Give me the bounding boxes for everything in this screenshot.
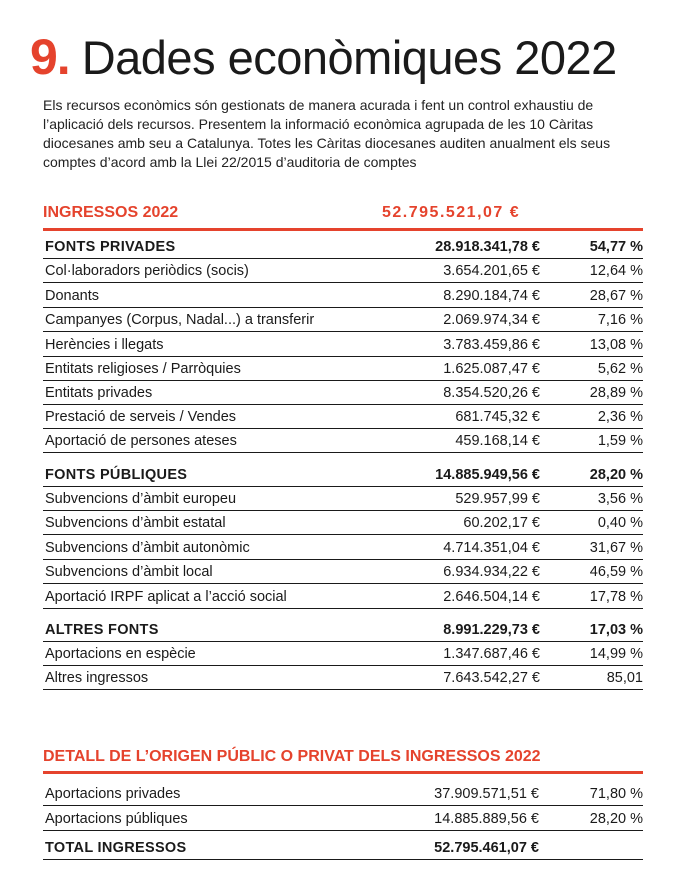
table-row bbox=[43, 259, 643, 283]
row-label: Herències i llegats bbox=[45, 337, 164, 353]
row-label: Aportació IRPF aplicat a l’acció social bbox=[45, 589, 287, 605]
row-percentage: 17,03 % bbox=[589, 622, 643, 638]
row-percentage: 28,20 % bbox=[589, 467, 643, 483]
row-percentage: 46,59 % bbox=[589, 564, 643, 580]
row-amount: 529.957,99 € bbox=[455, 491, 540, 507]
table-row bbox=[43, 308, 643, 332]
table-row bbox=[43, 782, 643, 806]
row-label: Aportacions privades bbox=[45, 786, 181, 802]
row-amount: 6.934.934,22 € bbox=[443, 564, 540, 580]
row-percentage: 13,08 % bbox=[589, 337, 643, 353]
row-amount: 3.654.201,65 € bbox=[443, 263, 540, 279]
row-label: Subvencions d’àmbit local bbox=[45, 564, 213, 580]
row-amount: 37.909.571,51 € bbox=[434, 786, 539, 802]
table-row bbox=[43, 357, 643, 381]
row-label: Subvencions d’àmbit europeu bbox=[45, 491, 237, 507]
row-percentage: 28,89 % bbox=[589, 385, 643, 401]
row-percentage: 54,77 % bbox=[589, 239, 643, 255]
table-row bbox=[43, 333, 643, 357]
income-header-divider bbox=[43, 228, 643, 231]
row-percentage: 5,62 % bbox=[597, 361, 643, 377]
table-row bbox=[43, 284, 643, 308]
income-section-total: 52.795.521,07 € bbox=[382, 204, 521, 221]
row-percentage: 28,20 % bbox=[589, 811, 643, 827]
row-label: Aportació de persones ateses bbox=[45, 433, 237, 449]
row-percentage: 12,64 % bbox=[589, 263, 643, 279]
row-amount: 2.646.504,14 € bbox=[443, 589, 540, 605]
row-label: Subvencions d’àmbit autonòmic bbox=[45, 540, 250, 556]
row-amount: 4.714.351,04 € bbox=[443, 540, 540, 556]
row-percentage: 14,99 % bbox=[589, 646, 643, 662]
table-row bbox=[43, 666, 643, 690]
table-row bbox=[43, 429, 643, 453]
row-label: Col·laboradors periòdics (socis) bbox=[45, 263, 249, 279]
row-amount: 681.745,32 € bbox=[455, 409, 540, 425]
row-percentage: 31,67 % bbox=[589, 540, 643, 556]
table-row bbox=[43, 807, 643, 831]
row-amount: 14.885.949,56 € bbox=[435, 467, 540, 483]
group-row bbox=[43, 618, 643, 642]
row-amount: 1.347.687,46 € bbox=[443, 646, 540, 662]
row-percentage: 85,01 bbox=[606, 670, 643, 686]
row-amount: 14.885.889,56 € bbox=[434, 811, 539, 827]
row-label: TOTAL INGRESSOS bbox=[45, 840, 187, 856]
row-amount: 3.783.459,86 € bbox=[443, 337, 540, 353]
row-label: Prestació de serveis / Vendes bbox=[45, 409, 237, 425]
row-percentage: 71,80 % bbox=[589, 786, 643, 802]
row-amount: 7.643.542,27 € bbox=[443, 670, 540, 686]
row-amount: 28.918.341,78 € bbox=[435, 239, 540, 255]
page-title bbox=[30, 28, 617, 86]
intro-paragraph: Els recursos econòmics són gestionats de manera acurada i fent un control exhaustiu de l’aplicació dels recursos. Presentem la informació econòmica agrupada de les 10 Càritas diocesanes amb seu a Catalunya. Totes les Càritas diocesanes auditen anualment els seus comptes d’acord amb la Llei 22/2015 d’auditoria de comptes bbox=[43, 97, 611, 170]
group-row bbox=[43, 836, 643, 860]
table-row bbox=[43, 560, 643, 584]
row-label: Aportacions públiques bbox=[45, 811, 188, 827]
row-label: FONTS PÚBLIQUES bbox=[45, 467, 188, 483]
section-number: 9. bbox=[30, 29, 70, 85]
detail-header-divider bbox=[43, 771, 643, 774]
row-amount: 8.290.184,74 € bbox=[443, 288, 540, 304]
table-row bbox=[43, 536, 643, 560]
table-row bbox=[43, 642, 643, 666]
row-percentage: 0,40 % bbox=[597, 515, 643, 531]
row-amount: 459.168,14 € bbox=[455, 433, 540, 449]
group-row bbox=[43, 463, 643, 487]
row-label: Entitats privades bbox=[45, 385, 153, 401]
row-percentage: 1,59 % bbox=[597, 433, 643, 449]
row-amount: 52.795.461,07 € bbox=[434, 840, 539, 856]
row-label: Aportacions en espècie bbox=[45, 646, 196, 662]
row-amount: 60.202,17 € bbox=[463, 515, 540, 531]
table-row bbox=[43, 585, 643, 609]
row-percentage: 17,78 % bbox=[589, 589, 643, 605]
table-row bbox=[43, 381, 643, 405]
row-amount: 1.625.087,47 € bbox=[443, 361, 540, 377]
row-label: Campanyes (Corpus, Nadal...) a transferir bbox=[45, 312, 315, 328]
row-percentage: 28,67 % bbox=[589, 288, 643, 304]
income-section-title: INGRESSOS 2022 bbox=[43, 204, 179, 221]
table-row bbox=[43, 511, 643, 535]
row-label: Entitats religioses / Parròquies bbox=[45, 361, 241, 377]
table-row bbox=[43, 487, 643, 511]
title-text: Dades econòmiques 2022 bbox=[81, 31, 617, 84]
detail-section-title: DETALL DE L’ORIGEN PÚBLIC O PRIVAT DELS INGRESSOS 2022 bbox=[43, 748, 541, 765]
row-label: Subvencions d’àmbit estatal bbox=[45, 515, 226, 531]
row-amount: 8.991.229,73 € bbox=[443, 622, 540, 638]
table-row bbox=[43, 405, 643, 429]
row-label: ALTRES FONTS bbox=[45, 622, 159, 638]
row-label: Altres ingressos bbox=[45, 670, 149, 686]
row-percentage: 3,56 % bbox=[597, 491, 643, 507]
row-amount: 8.354.520,26 € bbox=[443, 385, 540, 401]
row-label: FONTS PRIVADES bbox=[45, 239, 176, 255]
row-amount: 2.069.974,34 € bbox=[443, 312, 540, 328]
row-label: Donants bbox=[45, 288, 100, 304]
group-row bbox=[43, 235, 643, 259]
row-percentage: 2,36 % bbox=[597, 409, 643, 425]
row-percentage: 7,16 % bbox=[597, 312, 643, 328]
